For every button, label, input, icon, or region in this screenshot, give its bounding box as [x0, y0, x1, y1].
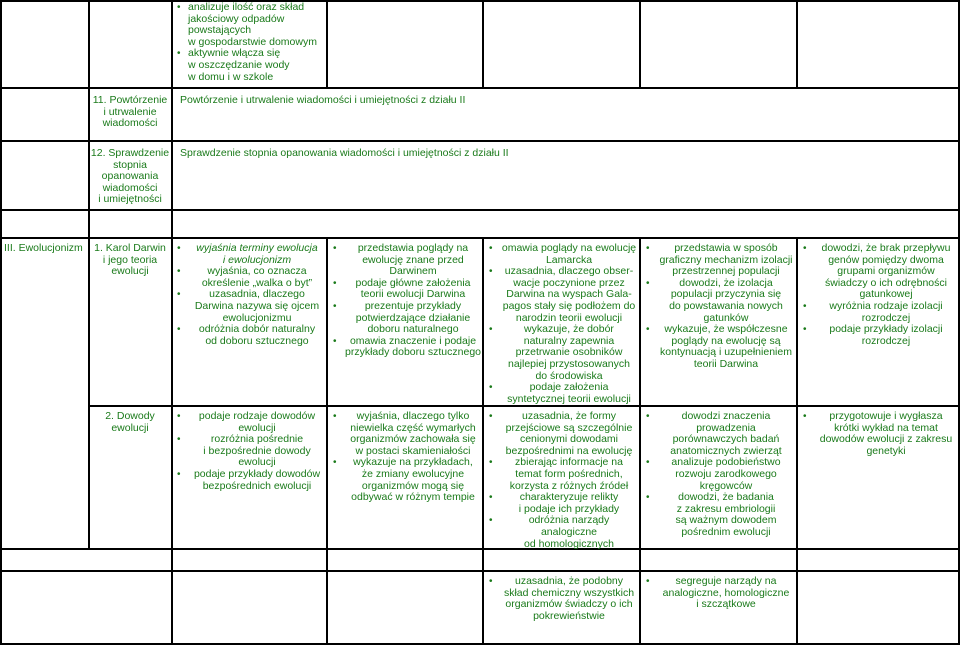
list-item: • uzasadnia, że formy przejściowe są szczególnie cenionymi dowodami bezpośrednimi na ewolucję	[488, 411, 638, 457]
lesson-12-content: Sprawdzenie stopnia opanowania wiadomości i umiejętności z działu II	[180, 147, 509, 159]
list-item: • uzasadnia, że podobny skład chemiczny wszystkich organizmów świadczy o ich pokrewieństwie	[488, 576, 638, 622]
list-item: • wyjaśnia, dlaczego tylko niewielka część wymarłych organizmów zachowała się w postaci skamieniałości	[332, 411, 482, 457]
list-item: • podaje założenia syntetycznej teorii ewolucji	[488, 382, 638, 405]
lesson-1-col-a	[176, 243, 326, 347]
lesson-1-title: 1. Karol Darwin i jego teoria ewolucji	[94, 242, 166, 278]
lesson-1-col-b	[332, 243, 482, 359]
lesson-2-col-b	[332, 411, 482, 504]
list-item: • omawia poglądy na ewolucję Lamarcka	[488, 243, 638, 266]
list-item: • dowodzi znaczenia prowadzenia porównawczych badań anatomicznych zwierząt	[645, 411, 795, 457]
list-item: • aktywnie włącza się w oszczędzanie wody w domu i w szkole	[176, 48, 326, 83]
list-item: • prezentuje przykłady potwierdzające działanie doboru naturalnego	[332, 301, 482, 336]
list-item: • odróżnia dobór naturalny od doboru sztucznego	[176, 324, 326, 347]
lesson-12-title: 12. Sprawdzenie stopnia opanowania wiadomości i umiejętności	[90, 147, 170, 206]
section-iii-title: III. Ewolucjonizm	[4, 242, 83, 254]
row-divider-2	[0, 140, 960, 142]
list-item: • przygotowuje i wygłasza krótki wykład na temat dowodów ewolucji z zakresu genetyki	[802, 411, 958, 457]
col-line-3b	[326, 237, 328, 645]
col-line-0	[0, 0, 2, 645]
list-item: • przedstawia poglądy na ewolucję znane przed Darwinem	[332, 243, 482, 278]
list-item: • wykazuje, że współczesne poglądy na ewolucję są kontynuacją i uzupełnieniem teorii Darwina	[645, 324, 795, 370]
col-line-5b	[639, 237, 641, 645]
list-item: • wyjaśnia terminy ewolucja i ewolucjonizm	[176, 243, 326, 266]
row-divider-7	[0, 570, 960, 572]
col-line-1b	[0, 570, 2, 645]
top-row-col-a	[176, 2, 326, 83]
col-line-4b	[482, 237, 484, 645]
lesson-1-col-c	[488, 243, 638, 405]
lesson-2-col-c	[488, 411, 638, 550]
list-item: • wyróżnia rodzaje izolacji rozrodczej	[802, 301, 958, 324]
list-item: • segreguje narządy na analogiczne, homologiczne i szczątkowe	[645, 576, 795, 611]
lesson-2-title: 2. Dowody ewolucji	[105, 410, 155, 434]
list-item: • podaje rodzaje dowodów ewolucji	[176, 411, 326, 434]
list-item: • uzasadnia, dlaczego obser- wacje poczynione przez Darwina na wyspach Gala- pagos stały się podłożem do narodzin teorii ewolucji	[488, 266, 638, 324]
row-divider-1	[0, 87, 960, 89]
list-item: • rozróżnia pośrednie i bezpośrednie dowody ewolucji	[176, 434, 326, 469]
col-line-3	[326, 0, 328, 89]
lesson-3-col-d	[645, 576, 795, 611]
list-item: • wyjaśnia, co oznacza określenie „walka o byt”	[176, 266, 326, 289]
list-item: • dowodzi, że izolacja populacji przyczynia się do powstawania nowych gatunków	[645, 278, 795, 324]
list-item: • podaje przykłady dowodów bezpośrednich ewolucji	[176, 469, 326, 492]
table-top-border	[0, 0, 960, 2]
list-item: • zbierając informacje na temat form pośrednich, korzysta z różnych źródeł	[488, 457, 638, 492]
col-line-2	[171, 0, 173, 645]
list-item: • dowodzi, że badania z zakresu embriologii są ważnym dowodem pośrednim ewolucji	[645, 492, 795, 538]
lesson-2-col-d	[645, 411, 795, 539]
list-item: • przedstawia w sposób graficzny mechanizm izolacji przestrzennej populacji	[645, 243, 795, 278]
row-divider-4	[0, 237, 960, 239]
row-divider-6	[0, 548, 960, 550]
lesson-1-col-d	[645, 243, 795, 371]
list-item: • omawia znaczenie i podaje przykłady doboru sztucznego	[332, 336, 482, 359]
list-item: • wykazuje na przykładach, że zmiany ewolucyjne organizmów mogą się odbywać w różnym tempie	[332, 457, 482, 503]
col-line-4	[482, 0, 484, 89]
list-item: • uzasadnia, dlaczego Darwina nazywa się ojcem ewolucjonizmu	[176, 289, 326, 324]
list-item: • charakteryzuje relikty i podaje ich przykłady	[488, 492, 638, 515]
list-item: • analizuje ilość oraz skład jakościowy odpadów powstających w gospodarstwie domowym	[176, 2, 326, 48]
lesson-3-col-c	[488, 576, 638, 622]
list-item: • dowodzi, że brak przepływu genów pomiędzy dwoma grupami organizmów świadczy o ich odrębności gatunkowej	[802, 243, 958, 301]
col-line-5	[639, 0, 641, 89]
list-item: • wykazuje, że dobór naturalny zapewnia przetrwanie osobników najlepiej przystosowanych do środowiska	[488, 324, 638, 382]
list-item: • analizuje podobieństwo rozwoju zarodkowego kręgowców	[645, 457, 795, 492]
lesson-2-col-e	[802, 411, 958, 457]
list-item: • podaje główne założenia teorii ewolucji Darwina	[332, 278, 482, 301]
lesson-2-col-a	[176, 411, 326, 492]
lesson-11-content: Powtórzenie i utrwalenie wiadomości i umiejętności z działu II	[180, 94, 466, 106]
lesson-11-title: 11. Powtórzenie i utrwalenie wiadomości	[92, 94, 168, 130]
list-item: • podaje przykłady izolacji rozrodczej	[802, 324, 958, 347]
col-line-6b	[796, 237, 798, 645]
row-divider-3	[0, 209, 960, 211]
list-item: • odróżnia narządy analogiczne od homologicznych	[488, 515, 638, 550]
lesson-1-col-e	[802, 243, 958, 347]
col-line-6	[796, 0, 798, 89]
